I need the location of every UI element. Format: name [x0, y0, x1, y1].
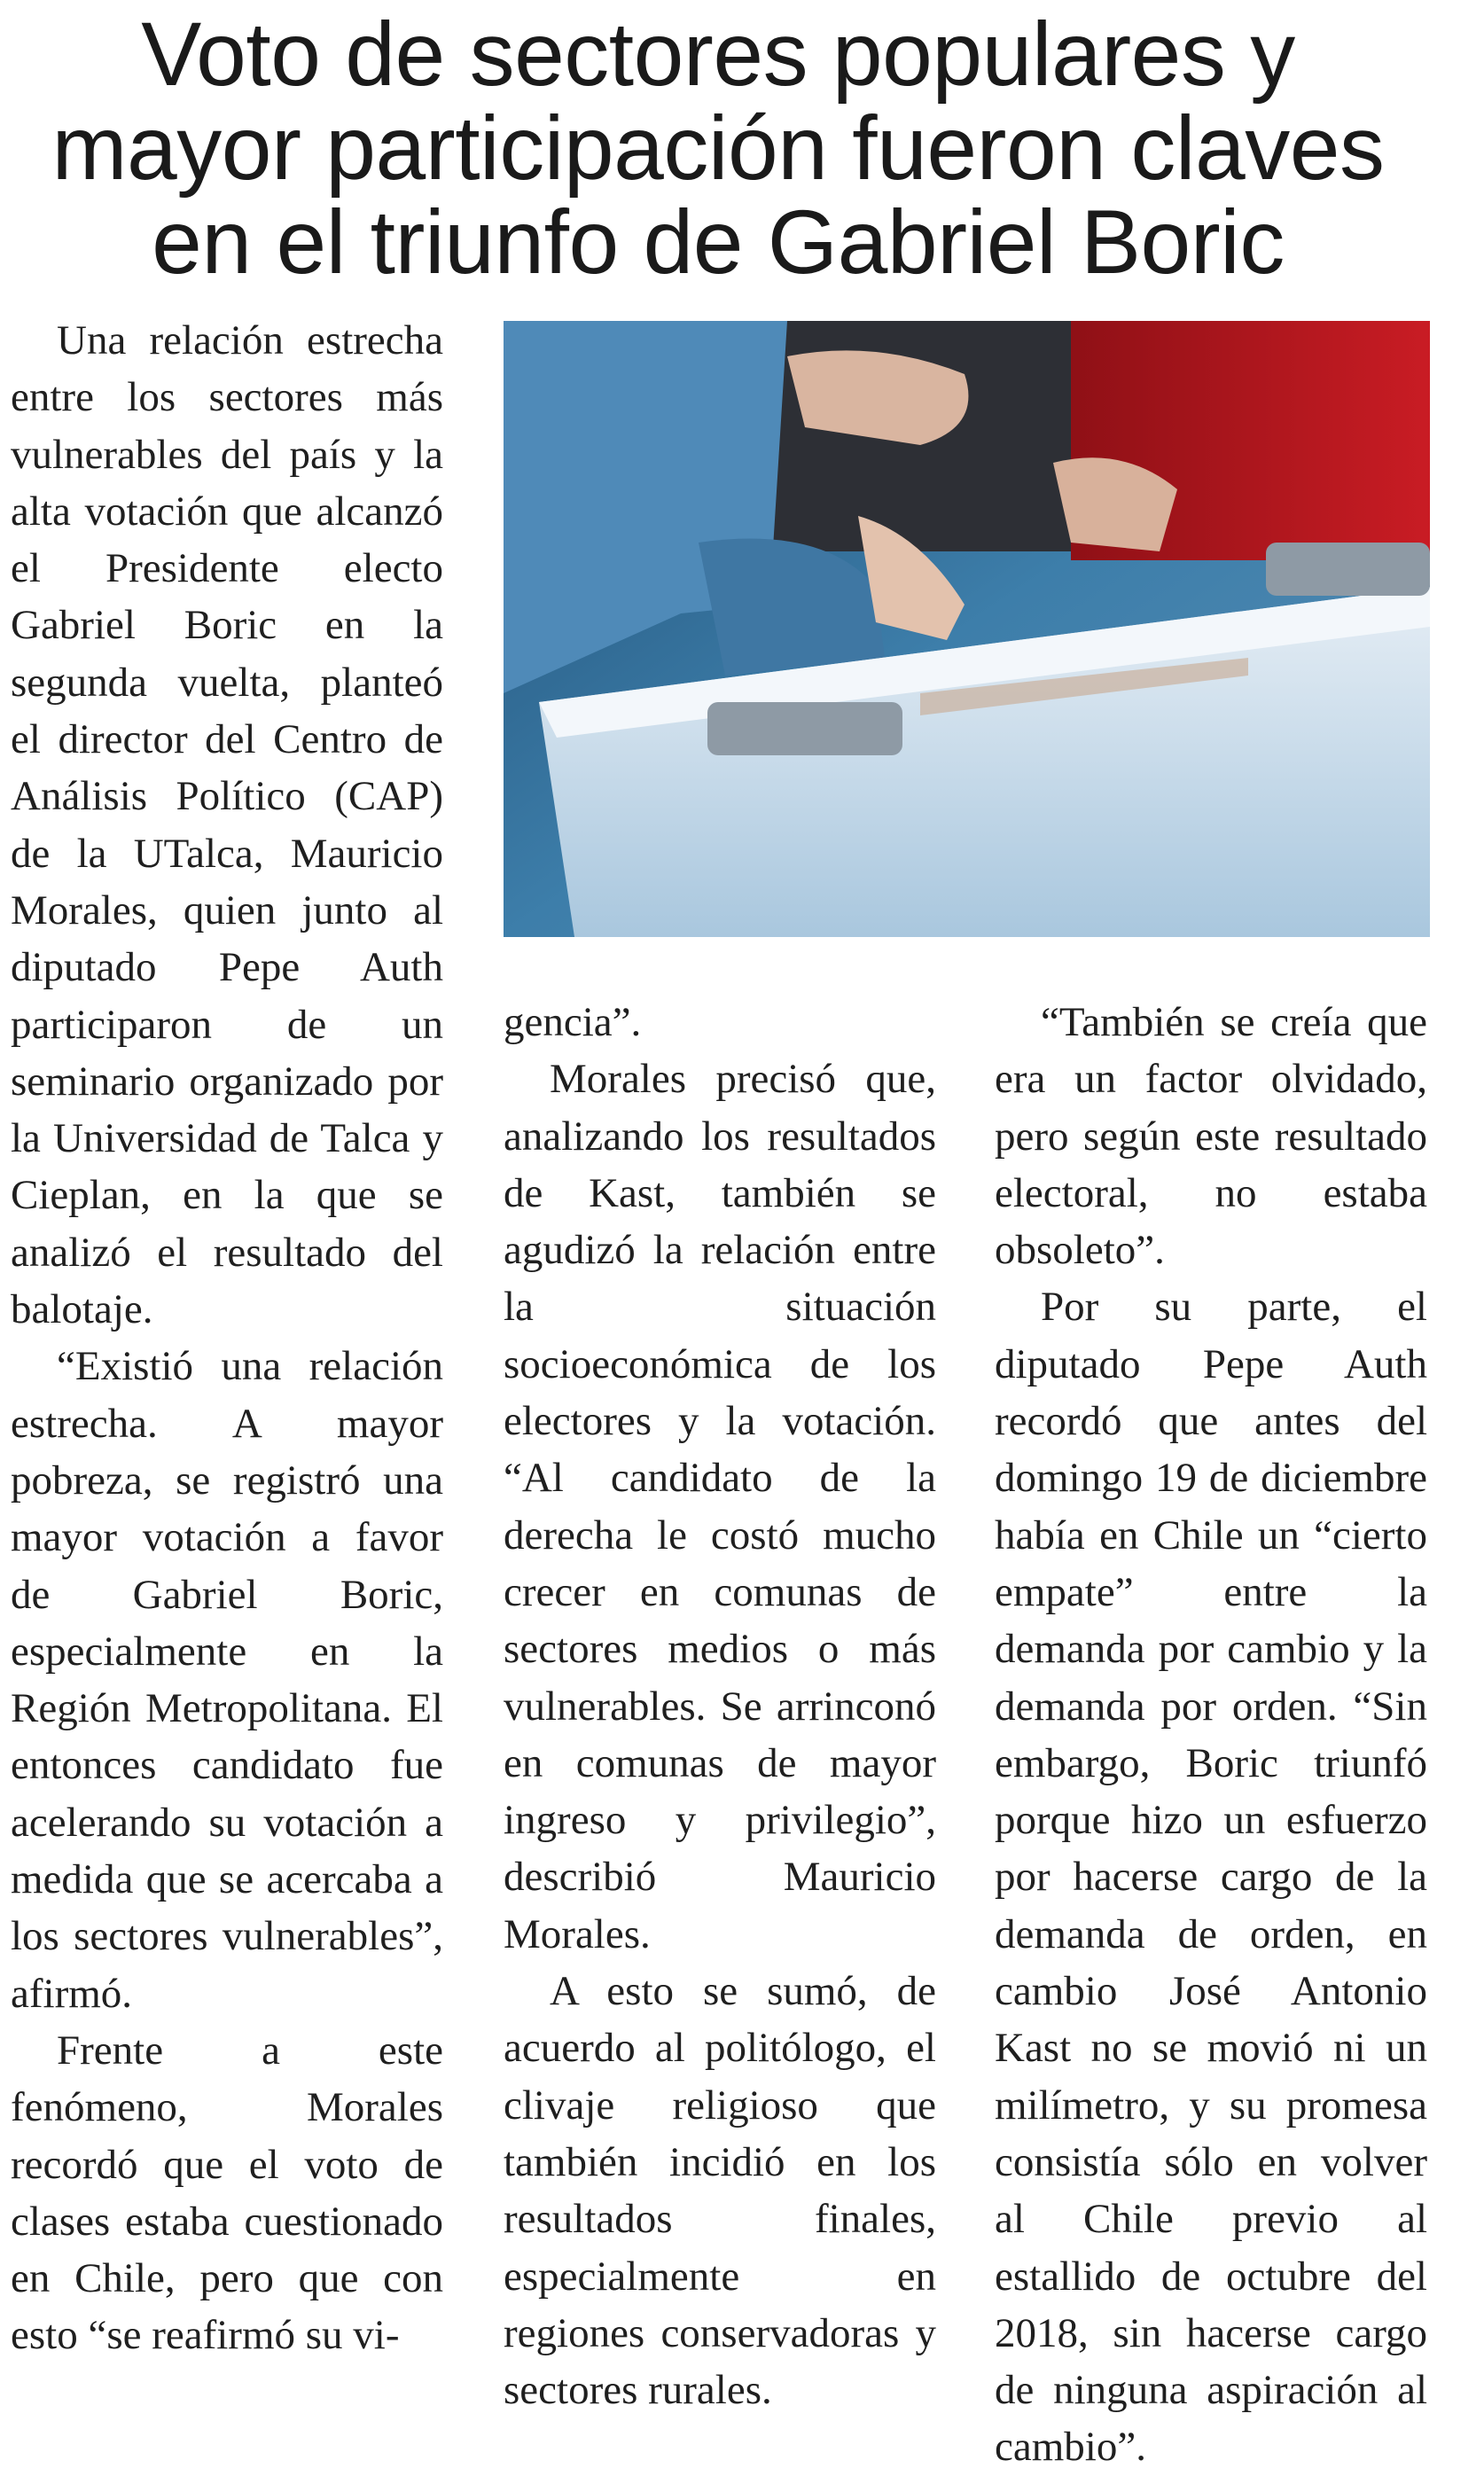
headline [9, 4, 1427, 293]
ballot-box-illustration [504, 321, 1430, 937]
paragraph: Morales precisó que, analizando los resultados de Kast, también se agudizó la relación entre la situación socioeconómica de los electores y la votación. “Al candidato de la derecha le costó mucho crecer en comunas de sectores medios o más vulnerables. Se arrinconó en comunas de mayor ingreso y privilegio”, describió Mauricio Morales. [504, 1056, 936, 1957]
headline-line-3: en el triunfo de Gabriel Boric [152, 191, 1285, 293]
article-column-3 [995, 994, 1427, 2476]
paragraph: gencia”. [504, 999, 642, 1045]
article-column-1 [11, 312, 443, 2364]
headline-line-2: mayor participación fueron claves [51, 98, 1385, 199]
headline-line-1: Voto de sectores populares y [141, 4, 1295, 105]
paragraph: “Existió una relación estrecha. A mayor pobreza, se registró una mayor votación a favor de Gabriel Boric, especialmente en la Región Metropolitana. El entonces candidato fue acelerando su votación a medida que se acercaba a los sectores vulnerables”, afirmó. [11, 1343, 443, 2017]
paragraph: “También se creía que era un factor olvidado, pero según este resultado electoral, no estaba obsoleto”. [995, 999, 1427, 1274]
paragraph: Frente a este fenómeno, Morales recordó que el voto de clases estaba cuestionado en Chile, pero que con esto “se reafirmó su vi- [11, 2027, 443, 2359]
paragraph: Por su parte, el diputado Pepe Auth recordó que antes del domingo 19 de diciembre había en Chile un “cierto empate” entre la demanda por cambio y la demanda por orden. “Sin embargo, Boric triunfó porque hizo un esfuerzo por hacerse cargo de la demanda de orden, en cambio José Antonio Kast no se movió ni un milímetro, y su promesa consistía sólo en volver al Chile previo al estallido de octubre del 2018, sin hacerse cargo de ninguna aspiración al cambio”. [995, 1284, 1427, 2471]
ballot-box-photo [504, 321, 1430, 937]
article-column-2 [504, 994, 936, 2418]
paragraph: A esto se sumó, de acuerdo al politólogo, el clivaje religioso que también incidió en los resultados finales, especialmente en regiones conservadoras y sectores rurales. [504, 1968, 936, 2414]
paragraph: Una relación estrecha entre los sectores más vulnerables del país y la alta votación que alcanzó el Presidente electo Gabriel Boric en la segunda vuelta, planteó el director del Centro de Análisis Político (CAP) de la UTalca, Mauricio Morales, quien junto al diputado Pepe Auth participaron de un seminario organizado por la Universidad de Talca y Cieplan, en la que se analizó el resultado del balotaje. [11, 317, 443, 1333]
